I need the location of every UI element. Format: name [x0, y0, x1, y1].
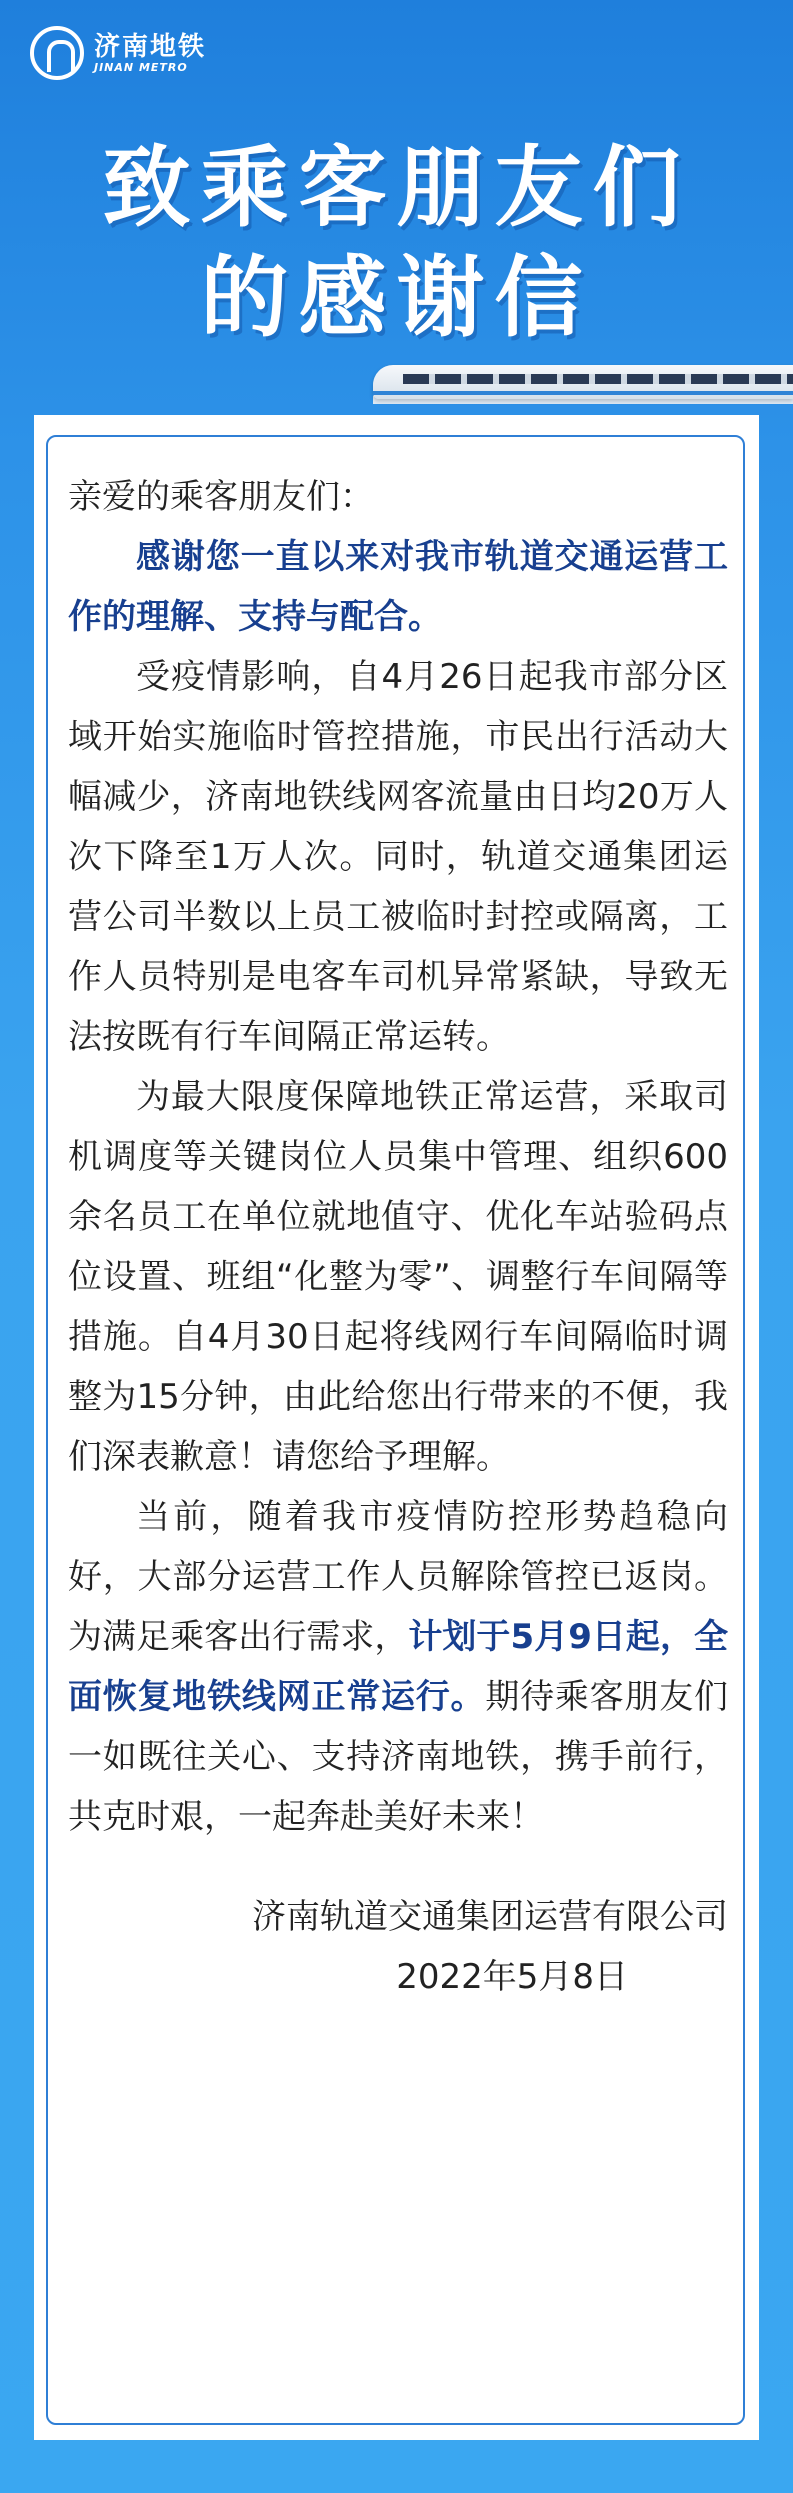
- page-title-line1: 致乘客朋友们: [102, 136, 691, 239]
- logo-name-en: JINAN METRO: [94, 60, 188, 74]
- paragraph-3-end: 期待乘客朋友们一如既往关心、支持济南地铁，携手前行，共克时艰，一起奔赴美好未来！: [68, 1677, 729, 1837]
- logo-name-cn: 济南地铁: [94, 31, 207, 62]
- letter-greeting: 亲爱的乘客朋友们：: [68, 477, 374, 517]
- header: [0, 0, 793, 440]
- letter-date: 2022年5月8日: [396, 1957, 628, 1997]
- resume-service-notice: 计划于5月9日起，全面恢复地铁线网正常运行。: [68, 1617, 728, 1717]
- page-title-line2: 的感谢信: [200, 246, 593, 349]
- logo-text: [94, 33, 206, 74]
- letter-card: [34, 415, 759, 2440]
- jinan-metro-logo: [30, 26, 206, 80]
- letter-signature: 济南轨道交通集团运营有限公司: [252, 1897, 728, 1937]
- letter-thanks: 感谢您一直以来对我市轨道交通运营工作的理解、支持与配合。: [68, 537, 728, 637]
- letter-frame: [46, 435, 745, 2425]
- letter-body: [68, 467, 728, 2007]
- letter-paragraph-2: 为最大限度保障地铁正常运营，采取司机调度等关键岗位人员集中管理、组织600余名员工在单位就地值守、优化车站验码点位设置、班组“化整为零”、调整行车间隔等措施。自4月30日起将线网行车间隔临时调整为15分钟，由此给您出行带来的不便，我们深表歉意！请您给予理解。: [68, 1077, 728, 1477]
- paragraph-3-start: 当前，随着我市疫情防控形势趋稳向好，大部分运营工作人员解除管控已返岗。为满足乘客出行需求，: [68, 1497, 728, 1657]
- metro-train-illustration: [373, 365, 793, 399]
- letter-paragraph-1: 受疫情影响，自4月26日起我市部分区域开始实施临时管控措施，市民出行活动大幅减少，济南地铁线网客流量由日均20万人次下降至1万人次。同时，轨道交通集团运营公司半数以上员工被临时封控或隔离，工作人员特别是电客车司机异常紧缺，导致无法按既有行车间隔正常运转。: [68, 657, 728, 1057]
- letter-paragraph-3: [68, 1487, 728, 1847]
- metro-logo-icon: [30, 26, 84, 80]
